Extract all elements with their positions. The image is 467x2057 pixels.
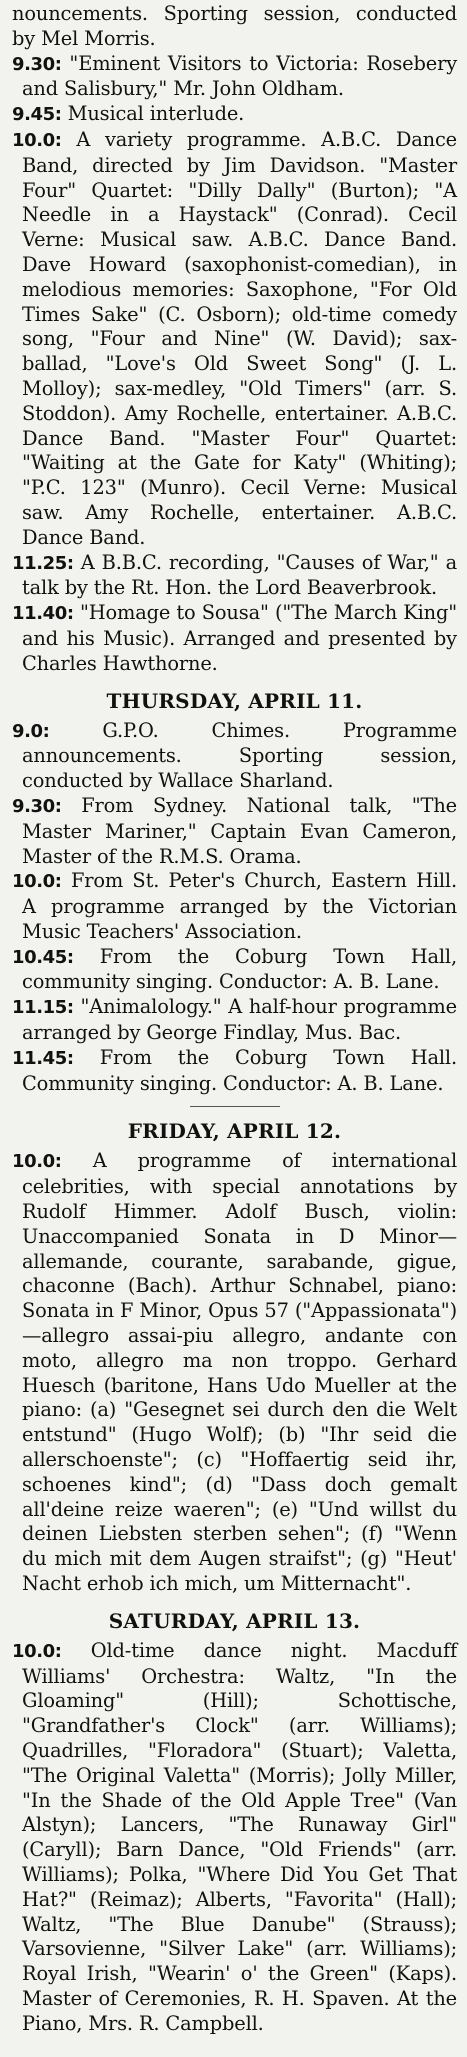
- day-heading: FRIDAY, APRIL 12.: [127, 1119, 342, 1144]
- program-entry: [12, 102, 457, 128]
- day-heading: THURSDAY, APRIL 11.: [106, 688, 363, 713]
- program-entry: [12, 1149, 457, 1596]
- program-entry: [12, 1046, 457, 1097]
- entry-text: A programme of international celebrities, with special annotations by Rudolf Himmer. Adolf Busch, violin: Unaccompanied Sonata in D Minor—allemande, courante, sarabande, gigue, chaconne (Bach). Arthur Schnabel, piano: Sonata in F Minor, Opus 57 ("Appassionata")—allegro assai-piu allegro, andante con moto, allegro ma non troppo. Gerhard Huesch (baritone, Hans Udo Mueller at the piano: (a) "Gesegnet sei durch den die Welt entstund" (Hugo Wolf); (b) "Ihr seid die allerschoenste"; (c) "Hoffaertig seid ihr, schoenes kind"; (d) "Dass doch gemalt all'deine reize waeren"; (e) "Und willst du deinen Liebsten sterben sehen"; (f) "Wenn du mich mit dem Augen straifst"; (g) "Heut' Nacht erhob ich mich, um Mitternacht".: [22, 1149, 457, 1596]
- entry-time: 10.0:: [12, 1640, 62, 1662]
- program-entry: [12, 995, 457, 1046]
- program-entry: [12, 601, 457, 676]
- program-entry: [12, 128, 457, 551]
- entry-time: 9.45:: [12, 104, 62, 126]
- program-entry: [12, 52, 457, 103]
- program-entry: [12, 2, 457, 52]
- wednesday-section: [12, 2, 457, 677]
- program-entry: [12, 1639, 457, 2037]
- program-entry: [12, 794, 457, 869]
- entry-time: 11.15:: [12, 997, 74, 1019]
- saturday-section: [12, 1609, 457, 2037]
- entry-text: "Eminent Visitors to Victoria: Rosebery and Salisbury," Mr. John Oldham.: [22, 51, 457, 101]
- day-heading: SATURDAY, APRIL 13.: [108, 1608, 361, 1633]
- entry-text: A B.B.C. recording, "Causes of War," a talk by the Rt. Hon. the Lord Beaverbrook.: [22, 550, 457, 600]
- entry-time: 10.0:: [12, 871, 62, 893]
- entry-time: 11.40:: [12, 603, 74, 625]
- friday-section: [12, 1119, 457, 1596]
- entry-time: 9.0:: [12, 720, 50, 742]
- entry-text: Musical interlude.: [67, 102, 245, 126]
- entry-text: From the Coburg Town Hall, community singing. Conductor: A. B. Lane.: [22, 944, 458, 994]
- entry-time: 9.30:: [12, 53, 62, 75]
- entry-time: 10.45:: [12, 946, 74, 968]
- entry-text: From St. Peter's Church, Eastern Hill. A programme arranged by the Victorian Music Teachers' Association.: [22, 869, 457, 943]
- entry-text: nouncements. Sporting session, conducted by Mel Morris.: [12, 2, 457, 50]
- entry-time: 10.0:: [12, 129, 62, 151]
- program-entry: [12, 719, 457, 794]
- entry-time: 11.45:: [12, 1047, 74, 1069]
- thursday-section: [12, 689, 457, 1097]
- program-entry: [12, 551, 457, 602]
- entry-text: A variety programme. A.B.C. Dance Band, directed by Jim Davidson. "Master Four" Quartet: "Dilly Dally" (Burton); "A Needle in a Haystack" (Conrad). Cecil Verne: Musical saw. A.B.C. Dance Band. Dave Howard (saxophonist-comedian), in melodious memories: Saxophone, "For Old Times Sake" (C. Osborn); old-time comedy song, "Four and Nine" (W. David); sax-ballad, "Love's Old Sweet Song" (J. L. Molloy); sax-medley, "Old Timers" (arr. S. Stoddon). Amy Rochelle, entertainer. A.B.C. Dance Band. "Master Four" Quartet: "Waiting at the Gate for Katy" (Whiting); "P.C. 123" (Munro). Cecil Verne: Musical saw. Amy Rochelle, entertainer. A.B.C. Dance Band.: [22, 127, 458, 549]
- entry-time: 11.25:: [12, 552, 74, 574]
- section-divider: [190, 1106, 280, 1107]
- entry-text: "Animalology." A half-hour programme arranged by George Findlay, Mus. Bac.: [22, 995, 457, 1045]
- entry-text: G.P.O. Chimes. Programme announcements. Sporting session, conducted by Wallace Sharland.: [22, 718, 457, 793]
- entry-text: From the Coburg Town Hall. Community singing. Conductor: A. B. Lane.: [22, 1045, 458, 1095]
- entry-text: "Homage to Sousa" ("The March King" and his Music). Arranged and presented by Charles Hawthorne.: [22, 601, 457, 675]
- entry-text: From Sydney. National talk, "The Master Mariner," Captain Evan Cameron, Master of the R.M.S. Orama.: [22, 793, 458, 868]
- program-entry: [12, 945, 457, 996]
- program-entry: [12, 869, 457, 944]
- entry-text: Old-time dance night. Macduff Williams' Orchestra: Waltz, "In the Gloaming" (Hill); Schottische, "Grandfather's Clock" (arr. Williams); Quadrilles, "Floradora" (Stuart); Valetta, "The Original Valetta" (Morris); Jolly Miller, "In the Shade of the Old Apple Tree" (Van Alstyn); Lancers, "The Runaway Girl" (Caryll); Barn Dance, "Old Friends" (arr. Williams); Polka, "Where Did You Get That Hat?" (Reimaz); Alberts, "Favorita" (Hall); Waltz, "The Blue Danube" (Strauss); Varsovienne, "Silver Lake" (arr. Williams); Royal Irish, "Wearin' o' the Green" (Kaps). Master of Ceremonies, R. H. Spaven. At the Piano, Mrs. R. Campbell.: [22, 1638, 458, 2035]
- entry-time: 9.30:: [12, 795, 62, 817]
- entry-time: 10.0:: [12, 1151, 62, 1173]
